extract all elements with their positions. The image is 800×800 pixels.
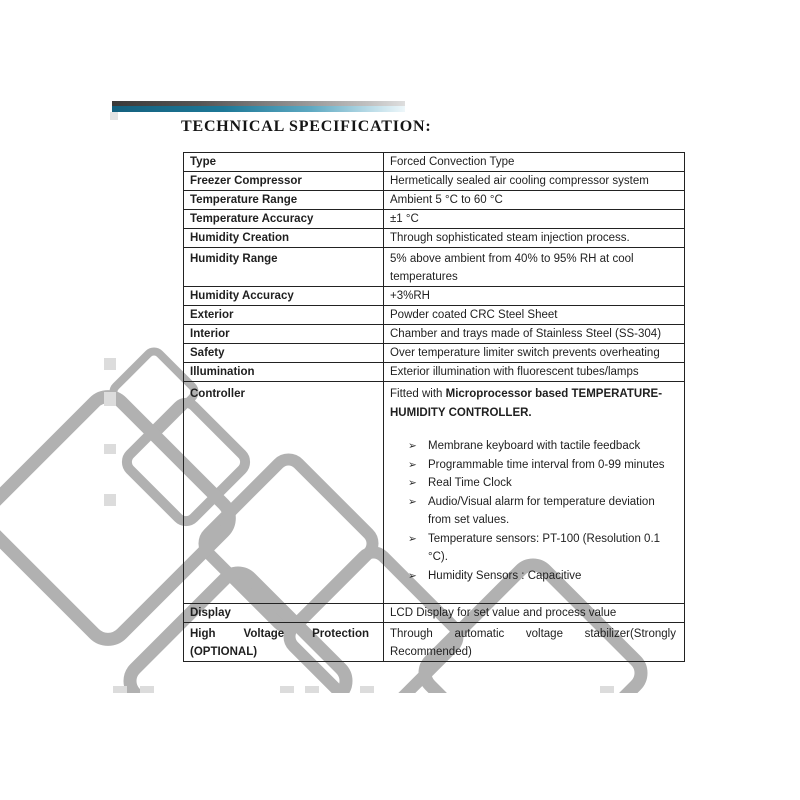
watermark-stub: [360, 686, 374, 693]
table-row: [184, 306, 685, 325]
watermark-stub: [113, 686, 127, 693]
controller-intro-regular: Fitted with: [390, 388, 446, 400]
arrowhead-bullet-icon: ➢: [408, 495, 417, 508]
spec-value: Chamber and trays made of Stainless Steel (SS-304): [384, 325, 685, 344]
hv-label-line1: [190, 625, 379, 643]
hv-value-line1: [390, 625, 680, 643]
hv-label-word: Protection: [312, 628, 369, 640]
spec-label: Temperature Accuracy: [184, 210, 384, 229]
controller-intro-bold: Microprocessor based TEMPERATURE-HUMIDITY CONTROLLER.: [390, 388, 663, 419]
table-row: [184, 604, 685, 623]
controller-cell: [384, 382, 685, 604]
arrowhead-bullet-icon: ➢: [408, 458, 417, 471]
controller-intro: [390, 385, 680, 423]
spec-label: Exterior: [184, 306, 384, 325]
table-row: [184, 153, 685, 172]
arrowhead-bullet-icon: ➢: [408, 569, 417, 582]
spec-value-high-voltage: [384, 623, 685, 662]
spec-label: Safety: [184, 344, 384, 363]
spec-label-high-voltage: [184, 623, 384, 662]
watermark-stub: [280, 686, 294, 693]
hv-value-word: stabilizer(Strongly: [584, 628, 676, 640]
watermark-stub: [104, 494, 116, 506]
spec-label: Humidity Creation: [184, 229, 384, 248]
hv-label-word: Voltage: [243, 628, 285, 640]
header-bar-teal-stripe: [112, 106, 405, 112]
spec-value: Ambient 5 °C to 60 °C: [384, 191, 685, 210]
spec-value: 5% above ambient from 40% to 95% RH at cool temperatures: [384, 248, 685, 287]
spec-label: Temperature Range: [184, 191, 384, 210]
list-item: [390, 530, 680, 567]
watermark-stub: [104, 392, 116, 406]
spec-label: Display: [184, 604, 384, 623]
table-row: [184, 172, 685, 191]
spec-label: Interior: [184, 325, 384, 344]
header-bar-chip: [110, 112, 118, 120]
watermark-stub: [104, 358, 116, 370]
spec-value: +3%RH: [384, 287, 685, 306]
spec-label: Type: [184, 153, 384, 172]
arrowhead-bullet-icon: ➢: [408, 440, 417, 452]
bullet-text: Humidity Sensors : Capacitive: [428, 569, 582, 582]
table-row: [184, 287, 685, 306]
table-row: [184, 229, 685, 248]
spec-label: Controller: [184, 382, 384, 604]
spec-value: Forced Convection Type: [384, 153, 685, 172]
watermark-stub: [104, 444, 116, 454]
table-row: [184, 248, 685, 287]
table-row-high-voltage: [184, 623, 685, 662]
list-item: [390, 456, 680, 475]
header-accent-bar: [112, 101, 405, 112]
hv-value-word: Through: [390, 628, 433, 640]
bullet-text: Audio/Visual alarm for temperature deviation from set values.: [428, 495, 655, 526]
spec-value: Over temperature limiter switch prevents overheating: [384, 344, 685, 363]
spec-label: Freezer Compressor: [184, 172, 384, 191]
watermark-stub: [600, 686, 614, 693]
table-row-controller: [184, 382, 685, 604]
spec-label: Humidity Range: [184, 248, 384, 287]
hv-label-word: High: [190, 628, 216, 640]
watermark-stub: [305, 686, 319, 693]
controller-bullet-list: [390, 437, 680, 585]
arrowhead-bullet-icon: ➢: [408, 532, 417, 545]
arrowhead-bullet-icon: ➢: [408, 477, 417, 489]
table-row: [184, 210, 685, 229]
list-item: [390, 474, 680, 493]
spec-value: Exterior illumination with fluorescent tubes/lamps: [384, 363, 685, 382]
hv-label-line2: (OPTIONAL): [190, 646, 258, 658]
table-row: [184, 325, 685, 344]
spec-label: Humidity Accuracy: [184, 287, 384, 306]
bullet-text: Temperature sensors: PT-100 (Resolution 0.1 °C).: [428, 532, 661, 563]
page-title: TECHNICAL SPECIFICATION:: [181, 118, 432, 135]
spec-value: Through sophisticated steam injection process.: [384, 229, 685, 248]
bullet-text: Real Time Clock: [428, 477, 512, 489]
spec-value: ±1 °C: [384, 210, 685, 229]
hv-value-word: voltage: [525, 628, 563, 640]
table-row: [184, 344, 685, 363]
bullet-text: Programmable time interval from 0-99 minutes: [428, 458, 665, 471]
spec-label: Illumination: [184, 363, 384, 382]
bullet-text: Membrane keyboard with tactile feedback: [428, 440, 641, 452]
list-item: [390, 493, 680, 530]
hv-value-line2: Recommended): [390, 646, 472, 658]
spec-value: LCD Display for set value and process value: [384, 604, 685, 623]
spec-table: [183, 152, 685, 662]
table-row: [184, 191, 685, 210]
list-item: [390, 567, 680, 586]
spec-value: Powder coated CRC Steel Sheet: [384, 306, 685, 325]
list-item: [390, 437, 680, 456]
spec-value: Hermetically sealed air cooling compressor system: [384, 172, 685, 191]
hv-value-word: automatic: [454, 628, 505, 640]
table-row: [184, 363, 685, 382]
watermark-stub: [140, 686, 154, 693]
